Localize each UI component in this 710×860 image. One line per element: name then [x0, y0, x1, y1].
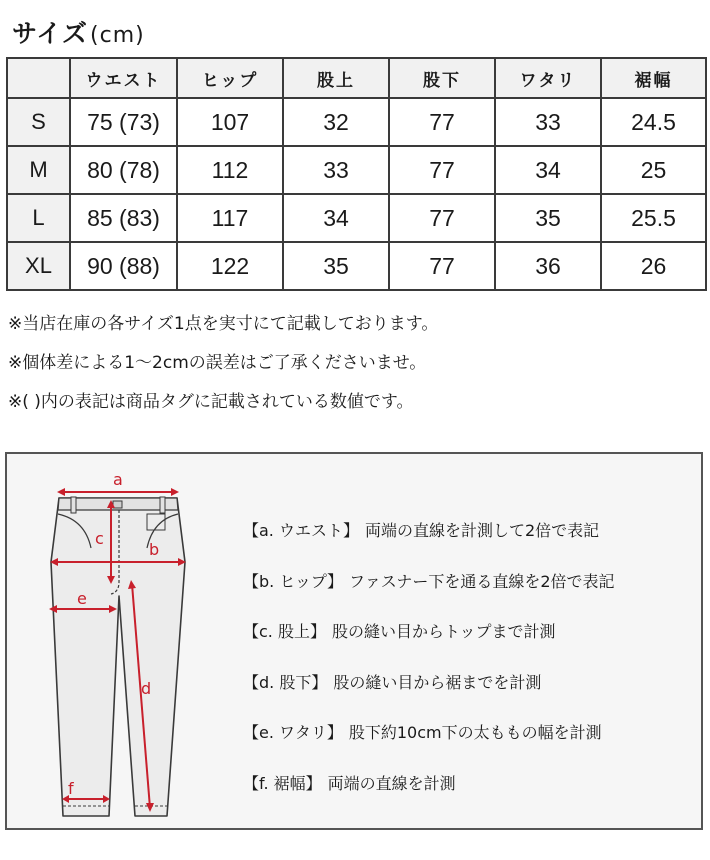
guide-key: 【c. 股上】 [243, 622, 326, 641]
header-hip: ヒップ [177, 58, 283, 98]
table-cell: 112 [177, 146, 283, 194]
guide-text: 股下約10cm下の太ももの幅を計測 [348, 723, 602, 742]
table-cell: 107 [177, 98, 283, 146]
size-label: L [7, 194, 70, 242]
table-cell: 35 [495, 194, 601, 242]
table-cell: 34 [283, 194, 389, 242]
table-cell: 122 [177, 242, 283, 290]
header-waist: ウエスト [70, 58, 177, 98]
table-cell: 117 [177, 194, 283, 242]
table-row [7, 98, 706, 146]
table-cell: 77 [389, 146, 495, 194]
note-item: ※( )内の表記は商品タグに記載されている数値です。 [8, 392, 414, 412]
notes [8, 313, 698, 430]
table-header-row [7, 58, 706, 98]
guide-text: 股の縫い目から裾までを計測 [333, 672, 542, 692]
table-cell: 33 [495, 98, 601, 146]
label-d: d [141, 679, 152, 698]
arrowhead [171, 488, 179, 496]
page-title [12, 14, 145, 50]
label-c: c [95, 529, 104, 548]
table-cell: 32 [283, 98, 389, 146]
size-label: M [7, 146, 70, 194]
guide-item-e [243, 720, 698, 771]
label-f: f [68, 779, 74, 798]
table-cell: 77 [389, 98, 495, 146]
guide-key: 【e. ワタリ】 [243, 723, 343, 742]
guide-item-d [243, 670, 698, 721]
table-cell: 25.5 [601, 194, 706, 242]
table-cell: 24.5 [601, 98, 706, 146]
guide-key: 【d. 股下】 [243, 672, 328, 692]
measurement-guide [5, 452, 703, 830]
table-cell: 85 (83) [70, 194, 177, 242]
label-b: b [149, 540, 160, 559]
header-rise: 股上 [283, 58, 389, 98]
guide-text: ファスナー下を通る直線を2倍で表記 [349, 571, 615, 591]
table-row [7, 194, 706, 242]
size-table [6, 57, 707, 291]
guide-key: 【f. 裾幅】 [243, 773, 322, 793]
table-cell: 36 [495, 242, 601, 290]
header-hem: 裾幅 [601, 58, 706, 98]
table-cell: 77 [389, 194, 495, 242]
guide-text: 両端の直線を計測 [327, 773, 456, 793]
guide-list [243, 518, 698, 821]
guide-text: 両端の直線を計測して2倍で表記 [364, 521, 600, 540]
title-unit: (cm) [90, 23, 145, 48]
guide-key: 【a. ウエスト】 [243, 521, 359, 540]
note-item: ※個体差による1〜2cmの誤差はご了承くださいませ。 [8, 353, 427, 373]
title-text: サイズ [12, 19, 89, 48]
label-a: a [113, 470, 123, 489]
guide-text: 股の縫い目からトップまで計測 [331, 622, 556, 641]
guide-item-b [243, 569, 698, 620]
guide-item-a [243, 518, 698, 569]
label-e: e [77, 589, 87, 608]
table-cell: 80 (78) [70, 146, 177, 194]
header-thigh: ワタリ [495, 58, 601, 98]
guide-item-c [243, 619, 698, 670]
table-cell: 26 [601, 242, 706, 290]
guide-item-f [243, 771, 698, 822]
note-item: ※当店在庫の各サイズ1点を実寸にて記載しております。 [8, 314, 439, 334]
table-cell: 25 [601, 146, 706, 194]
table-cell: 75 (73) [70, 98, 177, 146]
table-cell: 35 [283, 242, 389, 290]
table-corner-cell [7, 58, 70, 98]
table-row [7, 242, 706, 290]
table-row [7, 146, 706, 194]
table-cell: 34 [495, 146, 601, 194]
table-cell: 90 (88) [70, 242, 177, 290]
guide-key: 【b. ヒップ】 [243, 571, 344, 591]
table-cell: 77 [389, 242, 495, 290]
arrowhead [57, 488, 65, 496]
belt-loop [160, 497, 165, 513]
size-label: S [7, 98, 70, 146]
pants-outline [51, 498, 185, 816]
size-label: XL [7, 242, 70, 290]
header-inseam: 股下 [389, 58, 495, 98]
belt-loop [71, 497, 76, 513]
pants-diagram [7, 454, 237, 828]
table-cell: 33 [283, 146, 389, 194]
